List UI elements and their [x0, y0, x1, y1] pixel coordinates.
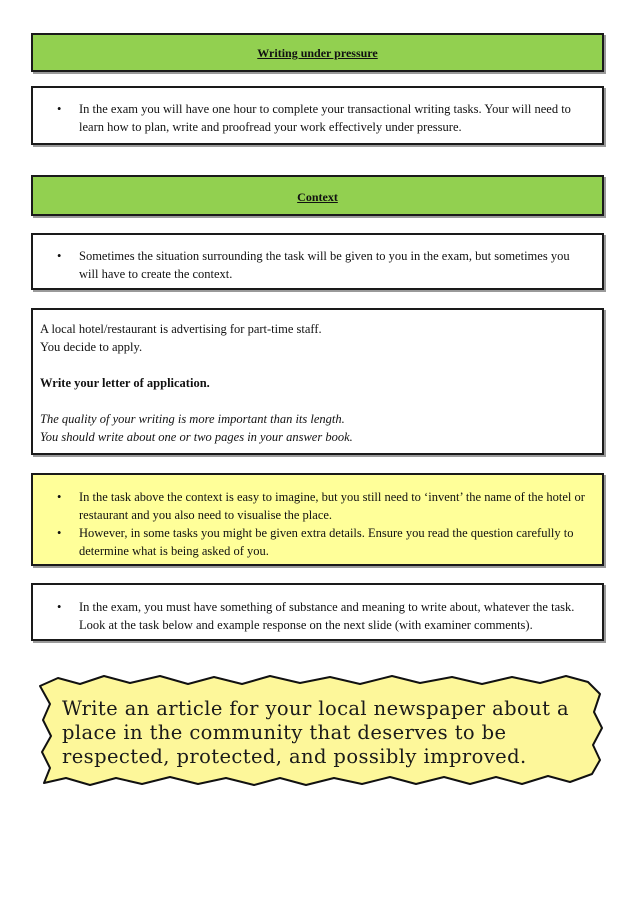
bullet-icon: • [57, 600, 62, 614]
task-line: You decide to apply. [40, 340, 143, 354]
list-item: • In the exam you will have one hour to complete your transactional writing tasks. Your will need to learn how to plan, write and proofread your work effectively under pressure. [57, 102, 571, 134]
list-item: • Sometimes the situation surrounding the task will be given to you in the exam, but sometimes you will have to create the context. [57, 249, 570, 281]
bullet-icon: • [57, 490, 62, 504]
task-instruction: Write your letter of application. [40, 376, 210, 390]
task-line: A local hotel/restaurant is advertising for part-time staff. [40, 322, 322, 336]
bullet-icon: • [57, 526, 62, 540]
list-item: • However, in some tasks you might be given extra details. Ensure you read the question carefully to determine what is being asked of you. [57, 526, 574, 558]
section-heading: Writing under pressure [257, 46, 378, 60]
list-item: • In the task above the context is easy to imagine, but you still need to ‘invent’ the name of the hotel or restaurant and you also need to visualise the place. [57, 490, 585, 522]
section-heading: Context [297, 190, 338, 204]
bullet-icon: • [57, 102, 62, 116]
task-note: The quality of your writing is more important than its length. [40, 412, 345, 426]
list-item: • In the exam, you must have something of substance and meaning to write about, whatever the task. Look at the task below and example response on the next slide (with examiner comments). [57, 600, 575, 632]
bullet-icon: • [57, 249, 62, 263]
task-note: You should write about one or two pages in your answer book. [40, 430, 353, 444]
newspaper-article-task: Write an article for your local newspaper about a place in the community that deserves to be respected, protected, and possibly improved. [62, 697, 569, 768]
